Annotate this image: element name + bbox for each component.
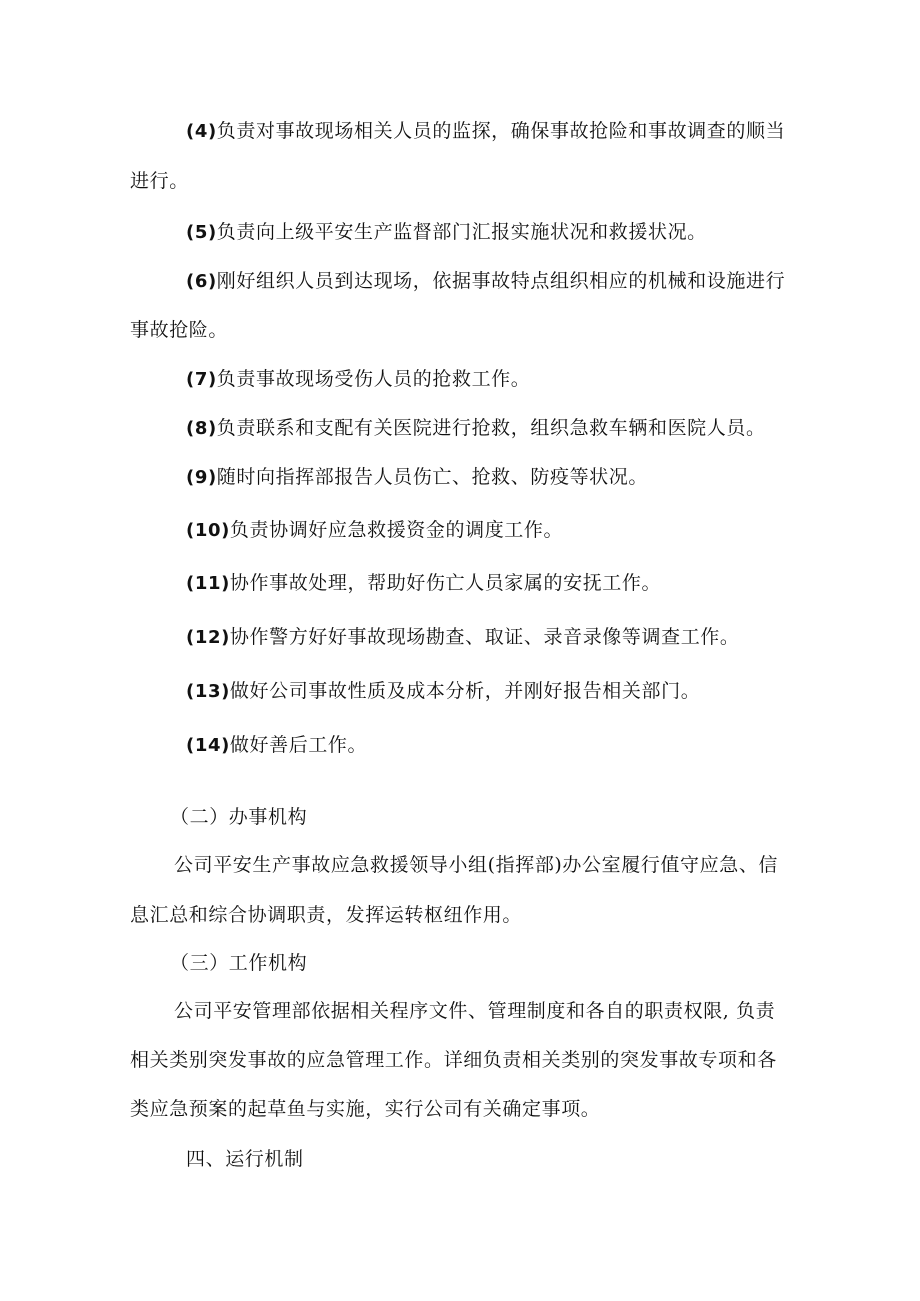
item-number: (5) <box>186 222 217 243</box>
item-text: 做好公司事故性质及成本分析，并刚好报告相关部门。 <box>229 680 701 702</box>
list-item <box>186 219 707 246</box>
list-item <box>186 624 740 651</box>
item-number: (14) <box>186 735 230 756</box>
item-number: (11) <box>186 573 230 594</box>
item-number: (7) <box>186 369 217 390</box>
list-item-continuation: 进行。 <box>130 170 189 192</box>
list-item <box>186 570 661 597</box>
paragraph-line: 息汇总和综合协调职责，发挥运转枢纽作用。 <box>130 904 523 926</box>
item-text: 负责事故现场受伤人员的抢救工作。 <box>216 368 531 390</box>
list-item <box>186 517 563 544</box>
paragraph-line: 相关类别突发事故的应急管理工作。详细负责相关类别的突发事故专项和各 <box>130 1049 777 1071</box>
item-text: 负责对事故现场相关人员的监探，确保事故抢险和事故调查的顺当 <box>216 120 786 142</box>
item-number: (8) <box>186 418 217 439</box>
item-number: (6) <box>186 271 217 292</box>
list-item <box>186 732 367 759</box>
item-text: 刚好组织人员到达现场，依据事故特点组织相应的机械和设施进行 <box>216 270 786 292</box>
list-item <box>186 678 700 705</box>
item-text: 负责向上级平安生产监督部门汇报实施状况和救援状况。 <box>216 221 707 243</box>
section-heading: 四、运行机制 <box>186 1148 304 1170</box>
item-text: 协作警方好好事故现场勘查、取证、录音录像等调查工作。 <box>229 626 740 648</box>
paragraph-line: 类应急预案的起草鱼与实施，实行公司有关确定事项。 <box>130 1098 601 1120</box>
item-text: 做好善后工作。 <box>229 734 368 756</box>
item-text: 随时向指挥部报告人员伤亡、抢救、防疫等状况。 <box>216 466 648 488</box>
list-item <box>186 415 766 442</box>
item-text: 负责协调好应急救援资金的调度工作。 <box>229 519 564 541</box>
item-text: 协作事故处理，帮助好伤亡人员家属的安抚工作。 <box>229 572 662 594</box>
paragraph-line: 公司平安管理部依据相关程序文件、管理制度和各自的职责权限, 负责 <box>174 1000 776 1022</box>
list-item-continuation: 事故抢险。 <box>130 319 229 341</box>
list-item <box>186 268 785 295</box>
item-number: (13) <box>186 681 230 702</box>
section-heading: （三）工作机构 <box>170 952 308 974</box>
list-item <box>186 366 530 393</box>
list-item <box>186 118 785 145</box>
section-heading: （二）办事机构 <box>170 806 308 828</box>
item-text: 负责联系和支配有关医院进行抢救，组织急救车辆和医院人员。 <box>216 417 766 439</box>
item-number: (10) <box>186 520 230 541</box>
paragraph-line: 公司平安生产事故应急救援领导小组(指挥部)办公室履行值守应急、信 <box>174 854 779 876</box>
item-number: (4) <box>186 121 217 142</box>
list-item <box>186 464 648 491</box>
item-number: (12) <box>186 627 230 648</box>
item-number: (9) <box>186 467 217 488</box>
